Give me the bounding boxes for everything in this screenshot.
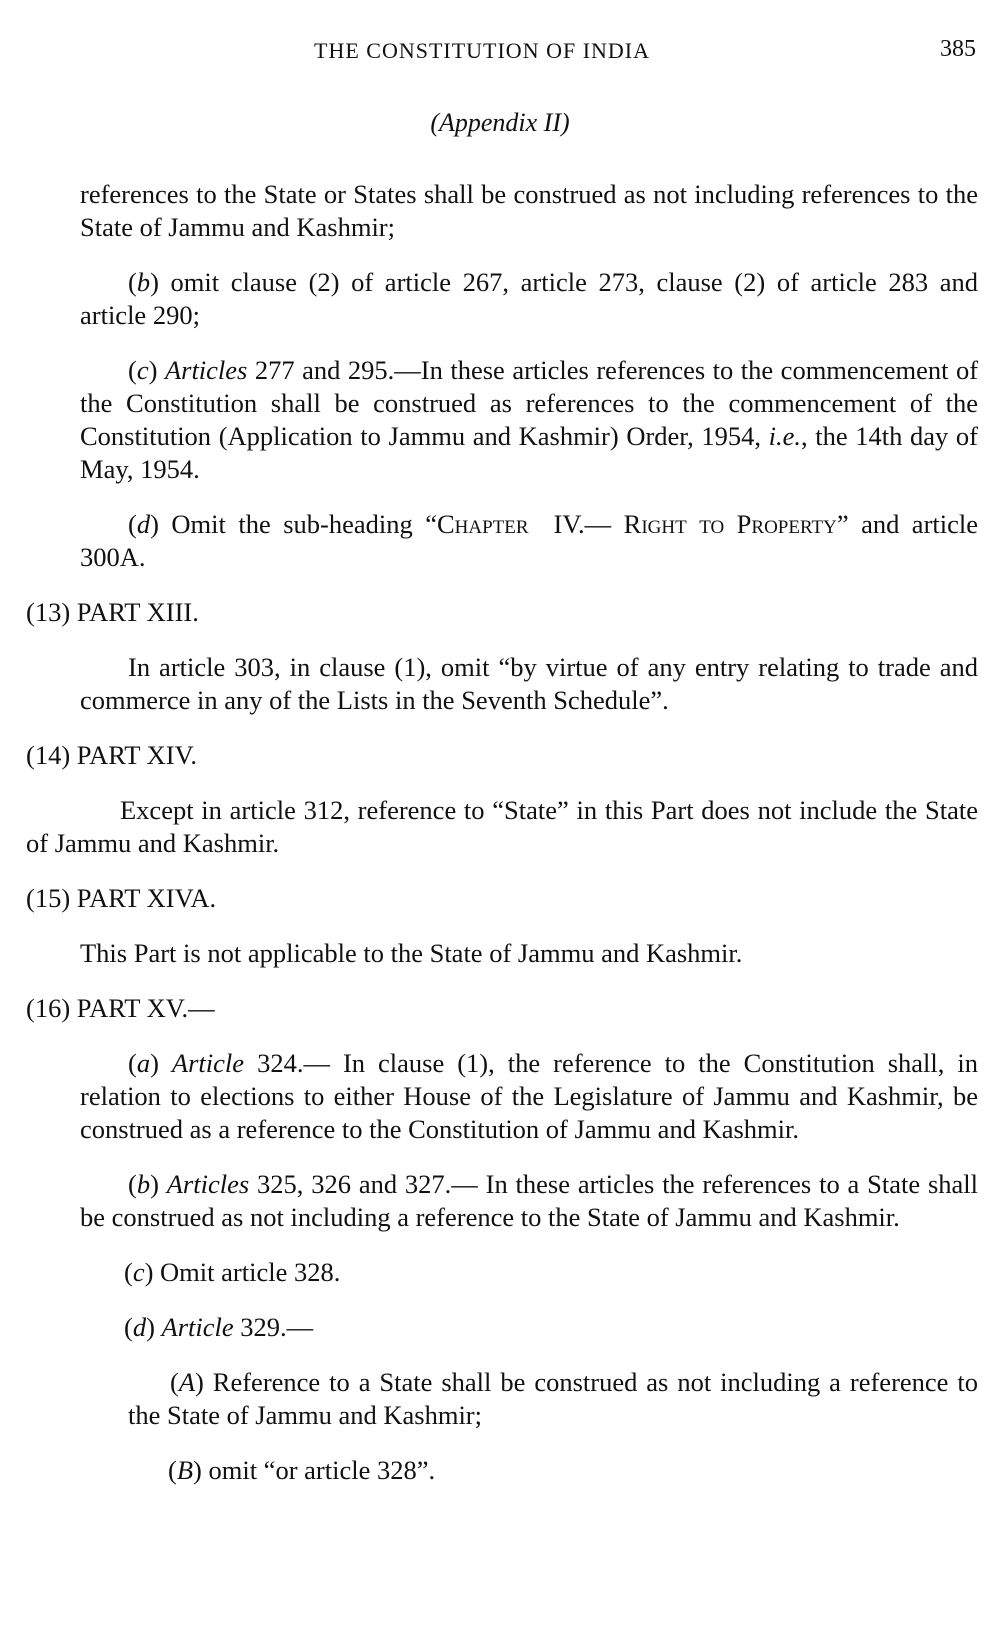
subclause-marker: A xyxy=(178,1367,196,1397)
clause-heading: Articles xyxy=(166,1169,250,1199)
chapter-word: Chapter xyxy=(436,509,529,539)
page-header xyxy=(0,36,1000,70)
subclause-text: Reference to a State shall be construed as not including a reference to the State of Jammu and Kashmir; xyxy=(128,1367,978,1430)
clause-text: omit clause (2) of article 267, article 273, clause (2) of article 283 and article 290; xyxy=(80,267,978,330)
clause-marker: d xyxy=(136,509,151,539)
clause-a-paragraph: (a) Article 324.— In clause (1), the reference to the Constitution shall, in relation to elections to either House of the Legislature of Jammu and Kashmir, be construed as a reference to the Constitution of Jammu and Kashmir. xyxy=(80,1048,979,1144)
running-title: THE CONSTITUTION OF INDIA xyxy=(314,38,651,63)
clause-c-paragraph: (c) Articles 277 and 295.—In these articles references to the commencement of the Constitution shall be construed as references to the commencement of the Constitution (Application to Jammu and Kashmir) Order, 1954, i.e., the 14th day of May, 1954. xyxy=(80,355,979,484)
clause-text-tail: ” and article 300A. xyxy=(80,509,979,572)
clause-text-tail: , the 14th day of May, 1954. xyxy=(80,421,978,484)
part-heading: (16) PART XV.— xyxy=(26,993,215,1023)
clause-b-paragraph: (b) omit clause (2) of article 267, article 273, clause (2) of article 283 and article 290; xyxy=(80,267,978,330)
clause-text: Omit the sub-heading “ xyxy=(171,509,437,539)
clause-b-paragraph: (b) Articles 325, 326 and 327.— In these articles the references to a State shall be construed as not including a reference to the State of Jammu and Kashmir. xyxy=(80,1169,979,1232)
part-heading: (15) PART XIVA. xyxy=(26,883,217,913)
chapter-number: IV.— xyxy=(553,509,624,539)
subclause-b-paragraph: (B) omit “or article 328”. xyxy=(168,1455,436,1485)
part-paragraph: This Part is not applicable to the State of Jammu and Kashmir. xyxy=(80,938,743,968)
clause-heading: Article xyxy=(171,1048,245,1078)
part-heading: (14) PART XIV. xyxy=(26,740,197,770)
subclause-marker: B xyxy=(176,1455,194,1485)
part-heading: (13) PART XIII. xyxy=(26,597,199,627)
part-paragraph: In article 303, in clause (1), omit “by virtue of any entry relating to trade and commerce in any of the Lists in the Seventh Schedule”. xyxy=(80,652,978,715)
clause-marker: b xyxy=(136,267,151,297)
clause-heading: Articles xyxy=(164,355,248,385)
subclause-text: omit “or article 328”. xyxy=(208,1455,436,1485)
clause-text: 324.— In clause (1), the reference to the Constitution shall, in relation to elections to either House of the Legislature of Jammu and Kashmir, be construed as a reference to the Constitution of Jammu and Kashmir. xyxy=(80,1048,979,1144)
clause-marker: d xyxy=(132,1312,147,1342)
clause-heading: Article xyxy=(161,1312,234,1342)
clause-marker: c xyxy=(132,1257,145,1287)
part-paragraph: Except in article 312, reference to “State” in this Part does not include the State of Jammu and Kashmir. xyxy=(26,795,978,858)
ie-abbrev: i.e. xyxy=(768,421,801,451)
continuation-paragraph: references to the State or States shall be construed as not including references to the State of Jammu and Kashmir; xyxy=(80,179,978,242)
page-number: 385 xyxy=(940,36,976,62)
appendix-label: (Appendix II) xyxy=(430,108,570,137)
chapter-title: Right to Property xyxy=(623,509,837,539)
document-body xyxy=(26,178,978,1487)
clause-text: 277 and 295.—In these articles references to the commencement of the Constitution shall be construed as references to the commencement of the Constitution (Application to Jammu and Kashmir) Order, 1954, xyxy=(80,355,979,451)
subclause-a-paragraph: (A) Reference to a State shall be construed as not including a reference to the State of Jammu and Kashmir; xyxy=(128,1367,978,1430)
clause-c-paragraph: (c) Omit article 328. xyxy=(124,1257,341,1287)
clause-text: 329.— xyxy=(240,1312,314,1342)
clause-d-paragraph: (d) Omit the sub-heading “Chapter IV.— Right to Property” and article 300A. xyxy=(80,509,979,572)
clause-text: 325, 326 and 327.— In these articles the references to a State shall be construed as not including a reference to the State of Jammu and Kashmir. xyxy=(80,1169,979,1232)
clause-marker: c xyxy=(136,355,149,385)
clause-marker: b xyxy=(136,1169,151,1199)
clause-text: Omit article 328. xyxy=(160,1257,341,1287)
clause-d-paragraph: (d) Article 329.— xyxy=(124,1312,314,1342)
clause-marker: a xyxy=(136,1048,151,1078)
